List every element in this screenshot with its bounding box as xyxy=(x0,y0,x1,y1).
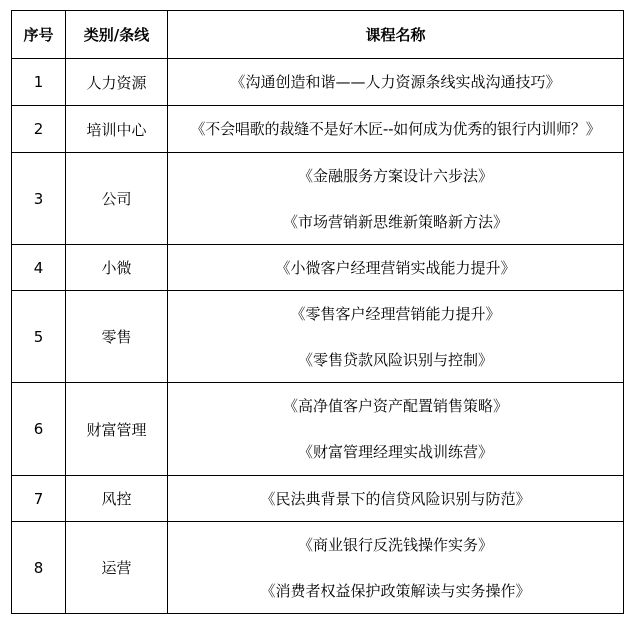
table-row xyxy=(12,245,624,291)
course-name: 《不会唱歌的裁缝不是好木匠--如何成为优秀的银行内训师？》 xyxy=(190,120,601,138)
row-category: 小微 xyxy=(66,245,168,291)
header-course-name: 课程名称 xyxy=(168,11,624,59)
course-name: 《消费者权益保护政策解读与实务操作》 xyxy=(260,581,531,600)
course-name: 《商业银行反洗钱操作实务》 xyxy=(297,535,493,554)
row-number: 1 xyxy=(12,59,66,106)
table-row xyxy=(12,522,624,614)
row-category: 风控 xyxy=(66,476,168,522)
course-name: 《零售贷款风险识别与控制》 xyxy=(297,350,493,369)
row-courses xyxy=(168,59,624,106)
row-courses xyxy=(168,383,624,476)
row-courses xyxy=(168,476,624,522)
row-category: 财富管理 xyxy=(66,383,168,476)
row-courses xyxy=(168,291,624,383)
row-number: 2 xyxy=(12,106,66,153)
table-row xyxy=(12,153,624,245)
header-no: 序号 xyxy=(12,11,66,59)
table-row xyxy=(12,106,624,153)
row-number: 8 xyxy=(12,522,66,614)
header-category: 类别/条线 xyxy=(66,11,168,59)
table-row xyxy=(12,291,624,383)
table-row xyxy=(12,59,624,106)
row-number: 3 xyxy=(12,153,66,245)
row-number: 4 xyxy=(12,245,66,291)
row-courses xyxy=(168,245,624,291)
row-category: 运营 xyxy=(66,522,168,614)
row-category: 公司 xyxy=(66,153,168,245)
row-courses xyxy=(168,106,624,153)
course-name: 《小微客户经理营销实战能力提升》 xyxy=(275,258,516,277)
row-number: 5 xyxy=(12,291,66,383)
row-courses xyxy=(168,153,624,245)
course-name: 《财富管理经理实战训练营》 xyxy=(297,443,493,461)
course-table xyxy=(11,10,624,614)
row-courses xyxy=(168,522,624,614)
table-row xyxy=(12,383,624,476)
course-name: 《高净值客户资产配置销售策略》 xyxy=(282,397,508,415)
header-row xyxy=(12,11,624,59)
course-name: 《沟通创造和谐——人力资源条线实战沟通技巧》 xyxy=(230,73,561,91)
row-category: 零售 xyxy=(66,291,168,383)
course-name: 《民法典背景下的信贷风险识别与防范》 xyxy=(260,489,531,508)
row-category: 培训中心 xyxy=(66,106,168,153)
course-name: 《零售客户经理营销能力提升》 xyxy=(290,304,501,323)
row-number: 7 xyxy=(12,476,66,522)
row-number: 6 xyxy=(12,383,66,476)
row-category: 人力资源 xyxy=(66,59,168,106)
course-name: 《市场营销新思维新策略新方法》 xyxy=(282,212,508,231)
course-name: 《金融服务方案设计六步法》 xyxy=(297,166,493,185)
table-row xyxy=(12,476,624,522)
